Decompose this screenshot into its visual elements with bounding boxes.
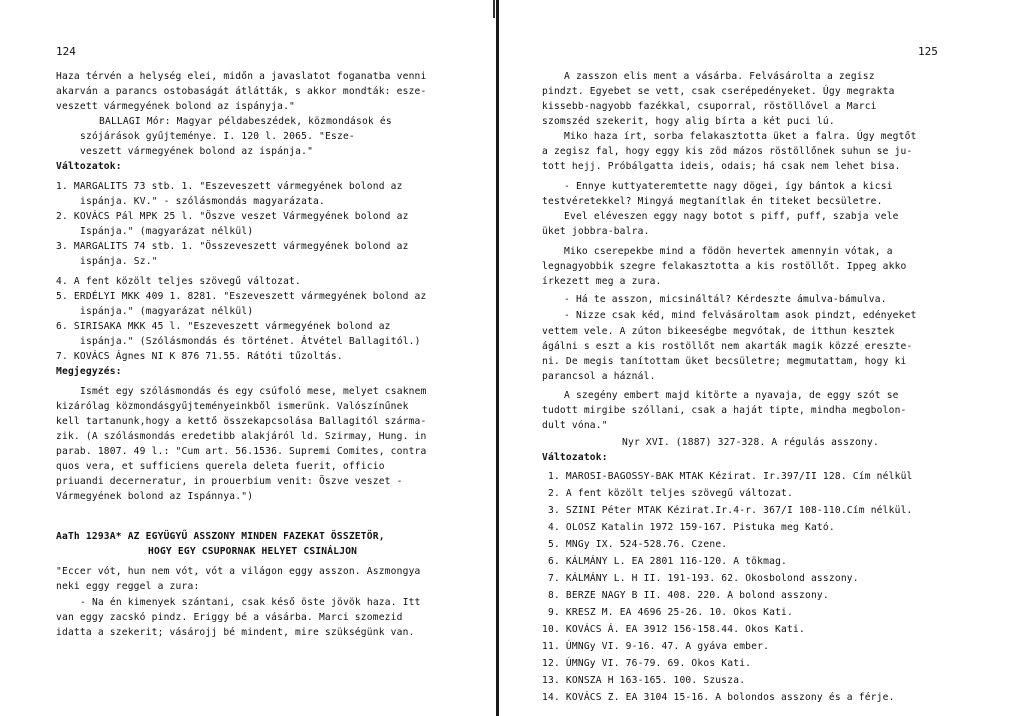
text-line: testvéretekkel? Mingyá megtanítlak én titeket becsületre.: [542, 196, 883, 207]
variant-item: 2. KOVÁCS Pál MPK 25 l. "Öszve veszet Vármegyének bolond az: [56, 211, 409, 222]
text-line: üket jobbra-balra.: [542, 226, 650, 237]
text-line: kizárólag közmondásgyűjteményeinkből ismerünk. Valószínűnek: [56, 401, 409, 412]
variant-item: 5. ERDÉLYI MKK 409 1. 8281. "Eszeveszett vármegyének bolond az: [56, 291, 427, 302]
variant-item: 10. KOVÁCS Á. EA 3912 156-158.44. Okos Kati.: [542, 624, 805, 635]
text-line: parab. 1807. 49 l.: "Cum art. 56.1536. Supremi Comites, contra: [56, 446, 427, 457]
variant-item: 6. SIRISAKA MKK 45 l. "Eszeveszett vármegyének bolond az: [56, 321, 391, 332]
text-line: quos vera, et sufficiens querela deleta fuerit, officio: [56, 461, 385, 472]
variant-item: 4. A fent közölt teljes szövegű változat.: [56, 276, 302, 287]
text-line: szomszéd szekerit, hogy alig bírta a két puci lú.: [542, 116, 835, 127]
text-line: idatta a szekerit; vásárojj bé mindent, mire szükségünk van.: [56, 627, 415, 638]
text-line: a zegisz fal, hogy eggy kis zöd mázos röstöllőnek suhun se ju-: [542, 146, 913, 157]
text-line: Ismét egy szólásmondás és egy csúfoló mese, melyet csaknem: [80, 386, 427, 397]
text-line: BALLAGI Mór: Magyar példabeszédek, közmondások és: [99, 116, 392, 127]
text-line: írkezett meg a zura.: [542, 276, 662, 287]
right-page: [500, 0, 1024, 716]
left-page: [0, 0, 500, 716]
text-line: tott hejj. Próbálgatta ideis, odais; há csak nem lehet bisa.: [542, 161, 901, 172]
text-line: ispánja." (Szólásmondás és történet. Átvétel Ballagitól.): [80, 336, 421, 347]
text-line: - Nizze csak kéd, mind felvásároltam asok pindzt, edényeket: [564, 310, 917, 321]
section-heading: Változatok:: [542, 452, 608, 463]
text-line: - Ennye kuttyateremtette nagy dögei, így bántok a kicsi: [564, 181, 893, 192]
tale-title: AaTh 1293A* AZ EGYÜGYŰ ASSZONY MINDEN FAZEKAT ÖSSZETÖR,: [56, 531, 385, 542]
variant-item: 1. MARGALITS 73 stb. 1. "Eszeveszett vármegyének bolond az: [56, 181, 403, 192]
text-line: vettem vele. A zúton bikeeségbe megvótak, de itthun kesztek: [542, 326, 895, 337]
text-line: tudott mirgibe szóllani, csak a haját tipte, mindha megbolon-: [542, 405, 907, 416]
variant-item: 13. KONSZA H 163-165. 100. Szusza.: [542, 675, 746, 686]
text-line: - Há te asszon, micsináltál? Kérdeszte ámulva-bámulva.: [564, 294, 887, 305]
text-line: Haza térvén a helység elei, midőn a javaslatot foganatba venni: [56, 71, 427, 82]
variant-item: 4. OLOSZ Katalin 1972 159-167. Pistuka meg Kató.: [548, 522, 835, 533]
variant-item: 7. KOVÁCS Ágnes NI K 876 71.55. Rátóti tűzoltás.: [56, 351, 343, 362]
variant-item: 8. BERZE NAGY B II. 408. 220. A bolond asszony.: [548, 590, 829, 601]
text-line: szójárások gyűjteménye. I. 120 l. 2065. "Esze-: [80, 131, 355, 142]
variant-item: 7. KÁLMÁNY L. H II. 191-193. 62. Okosbolond asszony.: [548, 573, 859, 584]
text-line: Miko haza írt, sorba felakasztotta üket a falra. Úgy megtőt: [564, 131, 917, 142]
text-line: "Eccer vót, hun nem vót, vót a világon eggy asszon. Aszmongya: [56, 566, 421, 577]
text-line: veszett vármegyének bolond az ispánja.": [80, 146, 314, 157]
section-heading: Megjegyzés:: [56, 366, 122, 377]
text-line: parancsol a háznál.: [542, 371, 656, 382]
text-line: Miko cserepekbe mind a födön hevertek amennyin vótak, a: [564, 246, 893, 257]
text-line: legnagyobbik szegre felakasztotta a kis rostöllőt. Ippeg akko: [542, 261, 907, 272]
text-line: akarván a parancs ostobaságát átlátták, s akkor mondták: esze-: [56, 86, 427, 97]
text-line: kissebb-nagyobb fazékkal, csuporral, röstöllővel a Marci: [542, 101, 877, 112]
page-number: 125: [918, 45, 938, 58]
variant-item: 11. ÚMNGy VI. 9-16. 47. A gyáva ember.: [542, 641, 770, 652]
source-citation: Nyr XVI. (1887) 327-328. A régulás asszony.: [622, 437, 879, 448]
variant-item: 14. KOVÁCS Z. EA 3104 15-16. A bolondos asszony és a férje.: [542, 692, 895, 703]
variant-item: 12. ÚMNGy VI. 76-79. 69. Okos Kati.: [542, 658, 752, 669]
text-line: Ispánja." (magyarázat nélkül): [80, 226, 254, 237]
text-line: ni. De megis tanítottam üket becsületre; megmutattam, hogy ki: [542, 356, 907, 367]
variant-item: 3. SZINI Péter MTAK Kézirat.Ir.4-r. 367/I 108-110.Cím nélkül.: [548, 505, 913, 516]
text-line: Vármegyének bolond az Ispánnya."): [56, 491, 254, 502]
text-line: dult vóna.": [542, 420, 608, 431]
text-line: ispánja." (magyarázat nélkül): [80, 306, 254, 317]
page-number: 124: [56, 45, 76, 58]
text-line: A szegény embert majd kitörte a nyavaja, de eggy szót se: [564, 390, 899, 401]
text-line: ispánja. KV." - szólásmondás magyarázata.: [80, 196, 326, 207]
text-line: neki eggy reggel a zura:: [56, 581, 200, 592]
text-line: A zasszon elis ment a vásárba. Felvásárolta a zegisz: [564, 71, 875, 82]
variant-item: 3. MARGALITS 74 stb. 1. "Összeveszett vármegyének bolond az: [56, 241, 409, 252]
text-line: priuandi decerneratur, in prouerbium venit: Öszve veszet -: [56, 476, 403, 487]
text-line: zik. (A szólásmondás eredetibb alakjáról ld. Szirmay, Hung. in: [56, 431, 427, 442]
variant-item: 1. MAROSI-BAGOSSY-BAK MTAK Kézirat. Ir.397/II 128. Cím nélkül: [548, 471, 913, 482]
tale-title: HOGY EGY CSUPORNAK HELYET CSINÁLJON: [148, 546, 358, 557]
variant-item: 9. KRESZ M. EA 4696 25-26. 10. Okos Kati.: [548, 607, 794, 618]
text-line: ágálni s eszt a kis rostöllőt nem akarták magik közzé ereszte-: [542, 341, 913, 352]
text-line: ispánja. Sz.": [80, 256, 158, 267]
text-line: - Na én kimenyek szántani, csak késő öste jövök haza. Itt: [80, 597, 421, 608]
variant-item: 5. MNGy IX. 524-528.76. Czene.: [548, 539, 728, 550]
text-line: pindzt. Egyebet se vett, csak cserépedényeket. Úgy megrakta: [542, 86, 895, 97]
text-line: van eggy zacskó pindz. Eriggy bé a vásárba. Marci szomezid: [56, 612, 403, 623]
variant-item: 2. A fent közölt teljes szövegű változat.: [548, 488, 794, 499]
text-line: veszett vármegyének bolond az ispányja.": [56, 101, 296, 112]
variant-item: 6. KÁLMÁNY L. EA 2801 116-120. A tökmag.: [548, 556, 788, 567]
text-line: Evel eléveszen eggy nagy botot s piff, puff, szabja vele: [564, 211, 899, 222]
text-line: kell tartanunk,hogy a kettő összekapcsolása Ballagitól szárma-: [56, 416, 427, 427]
section-heading: Változatok:: [56, 161, 122, 172]
